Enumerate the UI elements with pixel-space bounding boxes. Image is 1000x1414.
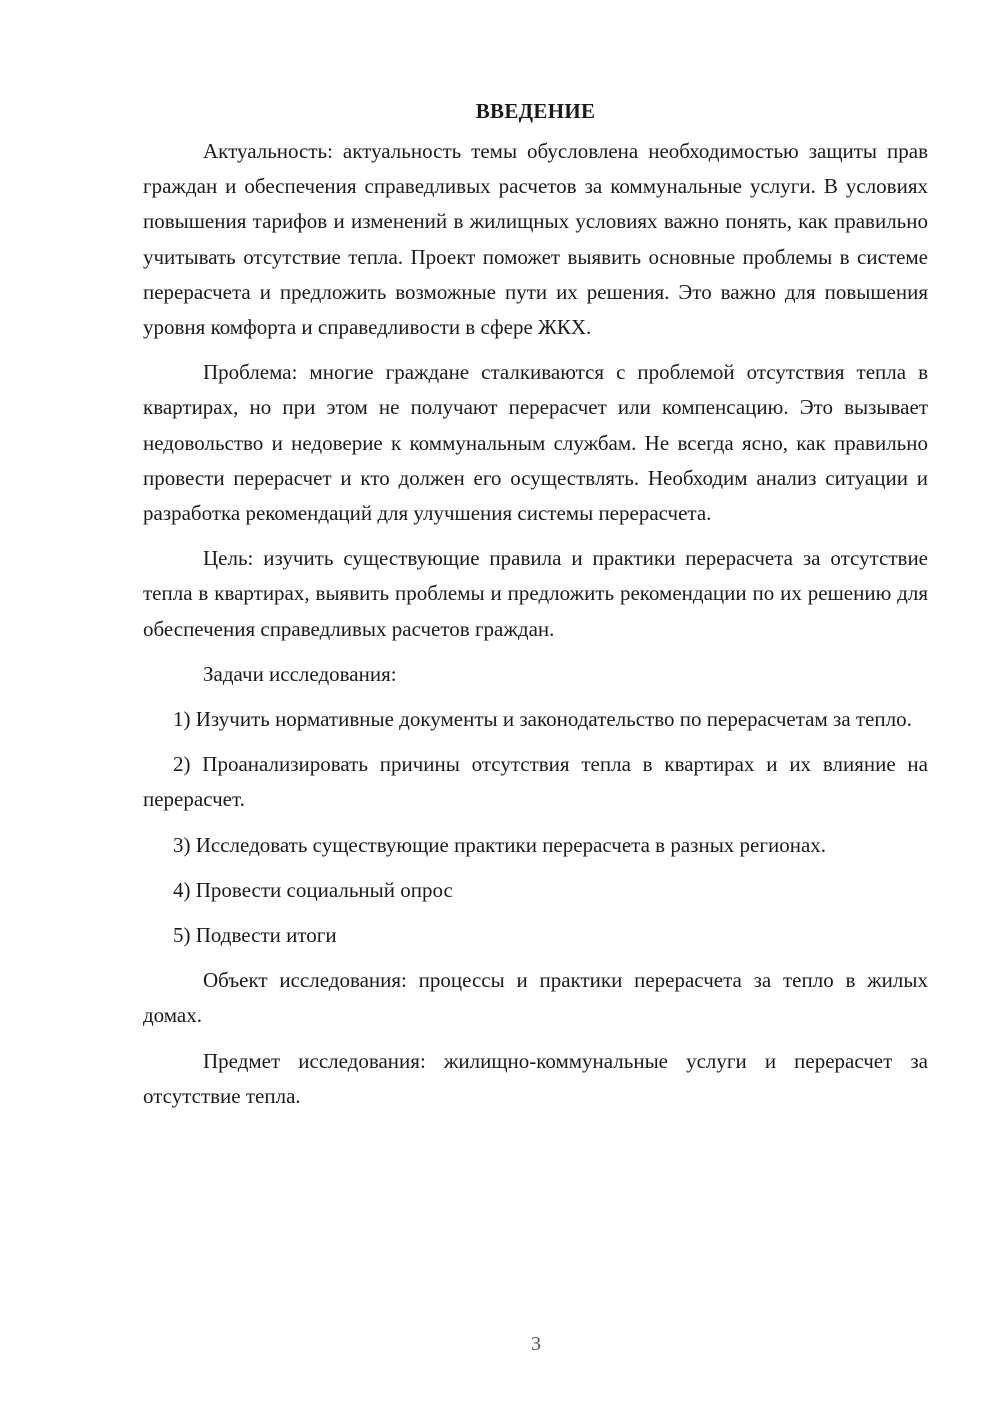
paragraph-relevance: Актуальность: актуальность темы обусловлена необходимостью защиты прав граждан и обеспечения справедливых расчетов за коммунальные услуги. В условиях повышения тарифов и изменений в жилищных условиях важно понять, как правильно учитывать отсутствие тепла. Проект поможет выявить основные проблемы в системе перерасчета и предложить возможные пути их решения. Это важно для повышения уровня комфорта и справедливости в сфере ЖКХ.	[143, 139, 928, 340]
paragraph-problem: Проблема: многие граждане сталкиваются с проблемой отсутствия тепла в квартирах, но при этом не получают перерасчет или компенсацию. Это вызывает недовольство и недоверие к коммунальным службам. Не всегда ясно, как правильно провести перерасчет и кто должен его осуществлять. Необходим анализ ситуации и разработка рекомендаций для улучшения системы перерасчета.	[143, 360, 928, 526]
task-item-2: 2) Проанализировать причины отсутствия тепла в квартирах и их влияние на перерасчет.	[143, 752, 928, 812]
paragraph-object: Объект исследования: процессы и практики перерасчета за тепло в жилых домах.	[143, 968, 928, 1028]
tasks-list	[143, 702, 928, 953]
document-page	[143, 96, 928, 1124]
task-item-3: 3) Исследовать существующие практики перерасчета в разных регионах.	[173, 832, 827, 857]
paragraph-subject: Предмет исследования: жилищно-коммунальные услуги и перерасчет за отсутствие тепла.	[143, 1048, 928, 1108]
paragraph-goal: Цель: изучить существующие правила и практики перерасчета за отсутствие тепла в квартирах, выявить проблемы и предложить рекомендации по их решению для обеспечения справедливых расчетов граждан.	[143, 546, 928, 641]
tasks-heading: Задачи исследования:	[203, 661, 397, 686]
page-number: 3	[531, 1333, 541, 1355]
section-title: ВВЕДЕНИЕ	[475, 99, 596, 123]
task-item-5: 5) Подвести итоги	[173, 923, 337, 948]
task-item-4: 4) Провести социальный опрос	[173, 877, 453, 902]
task-item-1: 1) Изучить нормативные документы и законодательство по перерасчетам за тепло.	[173, 707, 912, 732]
